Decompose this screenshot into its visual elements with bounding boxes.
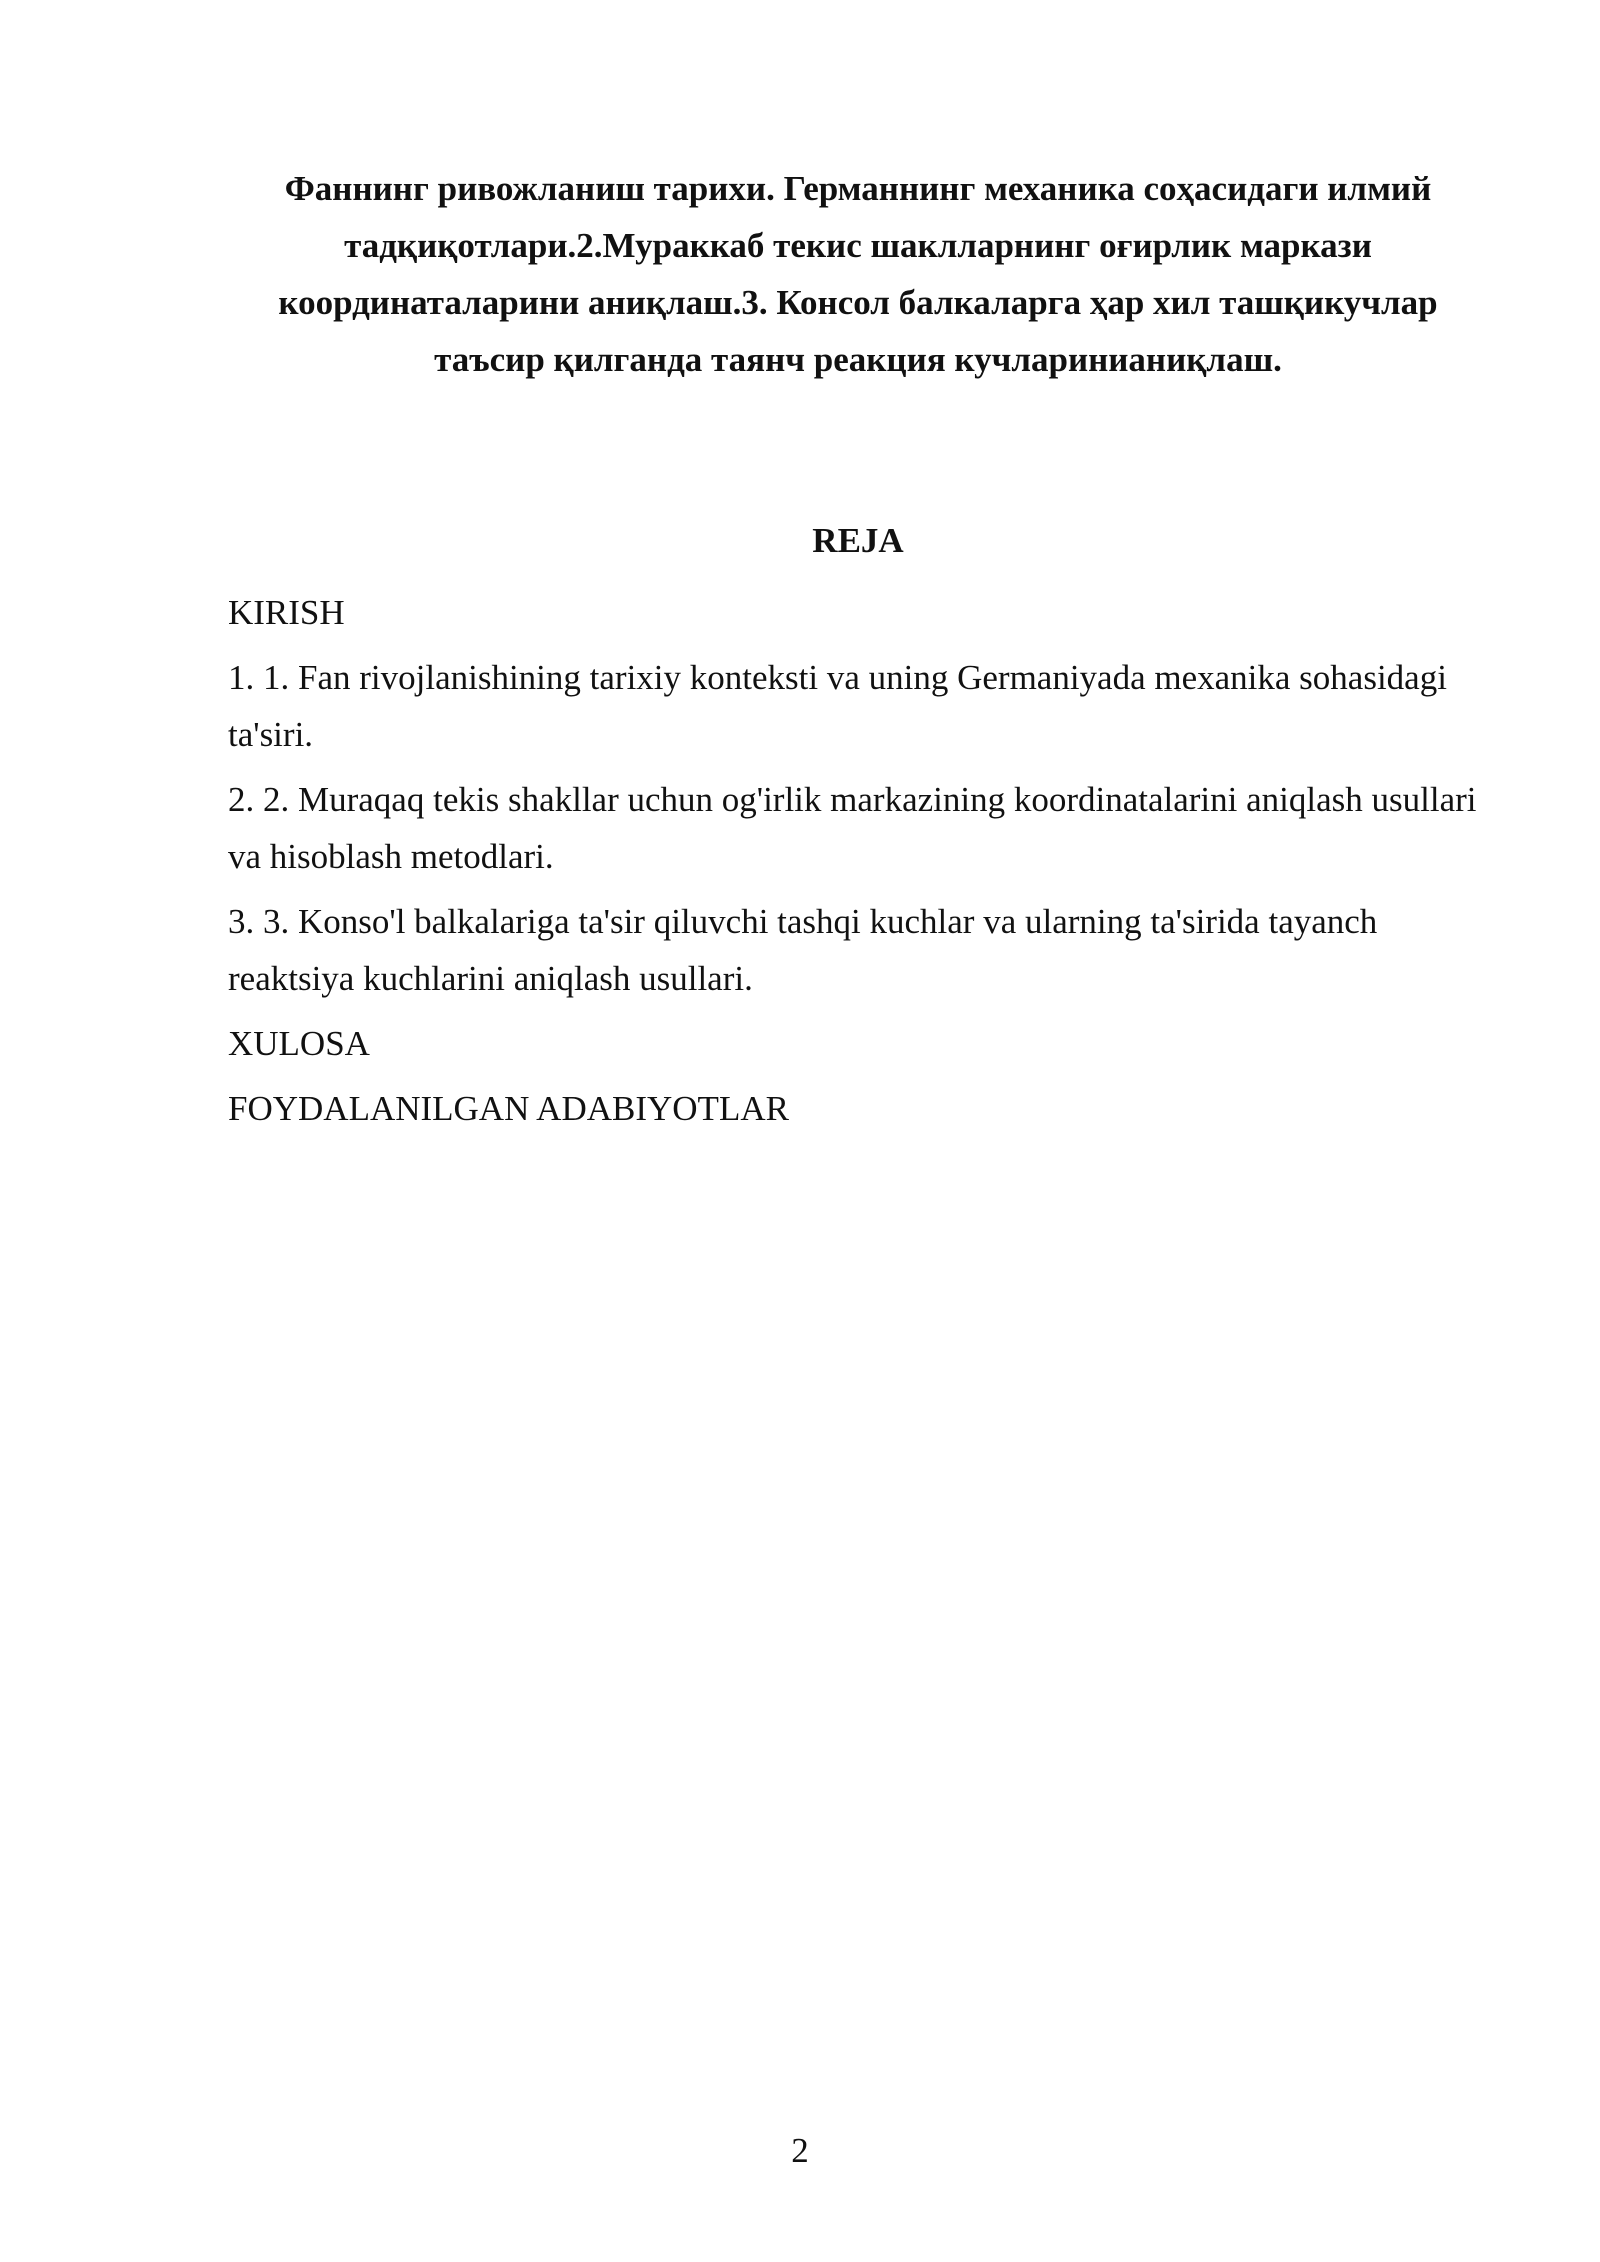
plan-item-1: 1. 1. Fan rivojlanishining tarixiy konteksti va uning Germaniyada mexanika sohasidagi ta'siri. xyxy=(228,658,1447,754)
page-number: 2 xyxy=(791,2131,809,2170)
plan-list xyxy=(228,584,1488,1145)
plan-item-conclusion: XULOSA xyxy=(228,1024,370,1063)
document-title: Фаннинг ривожланиш тарихи. Германнинг механика соҳасидаги илмий тадқиқотлари.2.Мураккаб текис шаклларнинг оғирлик маркази координаталарини аниқлаш.3. Консол балкаларга ҳар хил ташқикучлар таъсир қилганда таянч реакция кучларинианиқлаш. xyxy=(278,169,1438,379)
plan-item-2: 2. 2. Muraqaq tekis shakllar uchun og'irlik markazining koordinatalarini aniqlash usullari va hisoblash metodlari. xyxy=(228,780,1477,876)
plan-heading: REJA xyxy=(812,521,904,560)
plan-item-intro: KIRISH xyxy=(228,593,345,632)
plan-item-references: FOYDALANILGAN ADABIYOTLAR xyxy=(228,1089,789,1128)
plan-item-3: 3. 3. Konso'l balkalariga ta'sir qiluvchi tashqi kuchlar va ularning ta'sirida tayanch reaktsiya kuchlarini aniqlash usullari. xyxy=(228,902,1378,998)
